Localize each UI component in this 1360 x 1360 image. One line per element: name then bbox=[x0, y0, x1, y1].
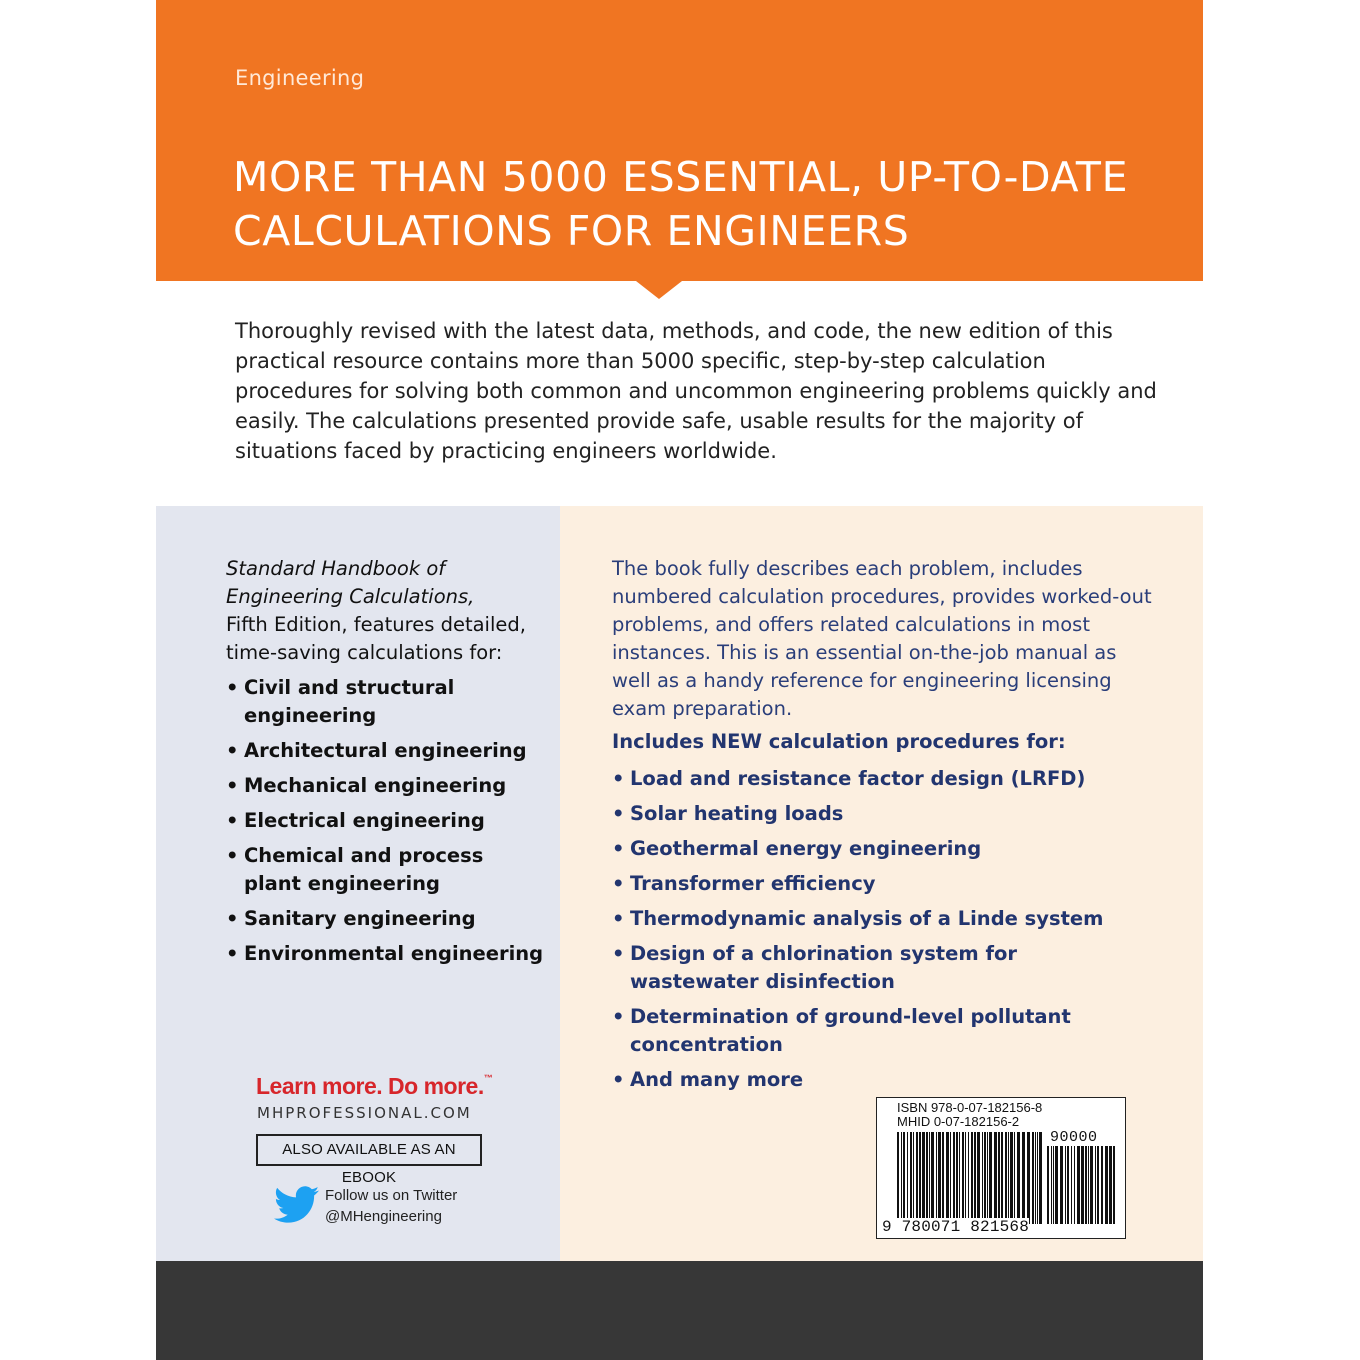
bullet-icon: • bbox=[612, 907, 625, 930]
list-item: • Mechanical engineering bbox=[226, 772, 546, 800]
barcode-bar bbox=[1074, 1146, 1075, 1224]
bullet-icon: • bbox=[226, 774, 239, 797]
mhid-number: MHID 0-07-182156-2 bbox=[897, 1114, 1020, 1129]
list-item: • Design of a chlorination system for wastewater disinfection bbox=[612, 942, 1017, 993]
list-item: • And many more bbox=[612, 1066, 1152, 1094]
barcode-bar bbox=[916, 1132, 918, 1224]
barcode-bar bbox=[1017, 1132, 1020, 1224]
barcode-bar bbox=[1109, 1146, 1112, 1224]
bullet-icon: • bbox=[612, 1068, 625, 1091]
barcode-main-bars bbox=[897, 1132, 1042, 1224]
barcode-bar bbox=[974, 1132, 976, 1224]
barcode-bar bbox=[987, 1132, 988, 1224]
headline-line-2: CALCULATIONS FOR ENGINEERS bbox=[233, 207, 910, 255]
bullet-icon: • bbox=[612, 942, 625, 965]
book-title-line-2: Engineering Calculations, bbox=[226, 585, 475, 608]
barcode-addon-bars bbox=[1047, 1146, 1117, 1224]
barcode-bar bbox=[977, 1132, 980, 1224]
ebook-notice: ALSO AVAILABLE AS AN EBOOK bbox=[256, 1134, 482, 1166]
headline-line-1: MORE THAN 5000 ESSENTIAL, UP-TO-DATE bbox=[233, 153, 1129, 201]
discipline-list bbox=[226, 674, 546, 975]
bullet-icon: • bbox=[612, 872, 625, 895]
header-band bbox=[156, 0, 1203, 281]
list-item: • Electrical engineering bbox=[226, 807, 546, 835]
barcode-bar bbox=[1014, 1132, 1015, 1224]
barcode-bar bbox=[968, 1132, 969, 1224]
barcode-bar bbox=[959, 1132, 960, 1224]
barcode-bar bbox=[946, 1132, 949, 1224]
barcode-bar bbox=[907, 1132, 908, 1224]
barcode-bar bbox=[950, 1132, 951, 1224]
footer-band bbox=[156, 1261, 1203, 1360]
bullet-icon: • bbox=[612, 837, 625, 860]
header-notch bbox=[636, 281, 682, 299]
bullet-icon: • bbox=[612, 802, 625, 825]
barcode-bar bbox=[953, 1132, 955, 1224]
back-cover bbox=[156, 0, 1203, 1360]
right-panel bbox=[560, 506, 1203, 1261]
barcode-bar bbox=[994, 1132, 997, 1224]
barcode-bar bbox=[998, 1132, 1000, 1224]
list-item: • Determination of ground-level pollutant concentration bbox=[612, 1005, 1071, 1056]
list-item: • Sanitary engineering bbox=[226, 905, 546, 933]
barcode-bar bbox=[989, 1132, 992, 1224]
bullet-icon: • bbox=[226, 809, 239, 832]
isbn-number: ISBN 978-0-07-182156-8 bbox=[897, 1100, 1043, 1115]
barcode-bar bbox=[1113, 1146, 1115, 1224]
isbn-barcode bbox=[876, 1097, 1126, 1239]
list-item: • Load and resistance factor design (LRFD) bbox=[612, 765, 1152, 793]
barcode-bar bbox=[1065, 1146, 1066, 1224]
list-item: • Transformer efficiency bbox=[612, 870, 1152, 898]
barcode-bar bbox=[1053, 1146, 1054, 1224]
trademark-mark: ™ bbox=[483, 1073, 493, 1083]
barcode-bar bbox=[1001, 1132, 1003, 1224]
category-label: Engineering bbox=[235, 66, 365, 90]
barcode-bar bbox=[1101, 1146, 1103, 1224]
barcode-bar bbox=[1037, 1132, 1038, 1224]
barcode-bar bbox=[1085, 1146, 1087, 1224]
barcode-bar bbox=[984, 1132, 986, 1224]
book-title-line-1: Standard Handbook of bbox=[226, 557, 446, 580]
twitter-bird-icon bbox=[274, 1186, 320, 1224]
left-panel-intro bbox=[226, 555, 546, 667]
barcode-bar bbox=[1090, 1146, 1093, 1224]
barcode-bar bbox=[897, 1132, 899, 1224]
barcode-bar bbox=[936, 1132, 937, 1224]
new-procedures-heading: Includes NEW calculation procedures for: bbox=[612, 730, 1066, 753]
barcode-bar bbox=[1051, 1146, 1052, 1224]
list-item: • Geothermal energy engineering bbox=[612, 835, 1152, 863]
barcode-bar bbox=[1060, 1146, 1063, 1224]
website-link[interactable]: MHPROFESSIONAL.COM bbox=[257, 1104, 472, 1122]
bullet-icon: • bbox=[226, 907, 239, 930]
barcode-bar bbox=[901, 1132, 902, 1224]
right-panel-intro: The book fully describes each problem, includes numbered calculation procedures, provides worked-out problems, and offers related calculations in most instances. This is an essential on-the-job manual as well as a handy reference for engineering licensing exam preparation. bbox=[612, 557, 1152, 720]
barcode-bar bbox=[1105, 1146, 1108, 1224]
barcode-bar bbox=[1035, 1132, 1036, 1224]
barcode-bar bbox=[982, 1132, 983, 1224]
barcode-bar bbox=[1067, 1146, 1069, 1224]
barcode-bar bbox=[942, 1132, 944, 1224]
barcode-bar bbox=[1055, 1146, 1058, 1224]
barcode-bar bbox=[1039, 1132, 1042, 1224]
list-item: • Chemical and process plant engineering bbox=[226, 844, 484, 895]
follow-text: Follow us on Twitter bbox=[325, 1187, 458, 1204]
barcode-bar bbox=[971, 1132, 973, 1224]
barcode-bar bbox=[931, 1132, 934, 1224]
learn-more-slogan: Learn more. Do more.™ bbox=[256, 1073, 493, 1099]
barcode-bar bbox=[965, 1132, 966, 1224]
bullet-icon: • bbox=[612, 1005, 625, 1028]
left-panel bbox=[156, 506, 560, 1261]
list-item: • Architectural engineering bbox=[226, 737, 546, 765]
barcode-bar bbox=[922, 1132, 925, 1224]
barcode-bar bbox=[1081, 1146, 1084, 1224]
bullet-icon: • bbox=[226, 676, 239, 699]
barcode-bar bbox=[919, 1132, 921, 1224]
barcode-bar bbox=[1008, 1132, 1009, 1224]
barcode-bar bbox=[1010, 1132, 1013, 1224]
twitter-handle: @MHengineering bbox=[325, 1208, 442, 1225]
intro-paragraph: Thoroughly revised with the latest data, methods, and code, the new edition of this practical resource contains more than 5000 specific, step-by-step calculation procedures for solving both common and uncommon engineering problems quickly and easily. The calculations presented provide safe, usable results for the majority of situations faced by practicing engineers worldwide. bbox=[235, 319, 1157, 463]
new-procedures-list bbox=[612, 765, 1152, 1101]
barcode-bar bbox=[1022, 1132, 1025, 1224]
barcode-bar bbox=[1077, 1146, 1080, 1224]
isbn-text bbox=[897, 1101, 1042, 1129]
barcode-bar bbox=[913, 1132, 914, 1224]
barcode-bar bbox=[956, 1132, 958, 1224]
barcode-bar bbox=[903, 1132, 905, 1224]
barcode-bar bbox=[910, 1132, 912, 1224]
barcode-bar bbox=[1088, 1146, 1089, 1224]
list-item: • Solar heating loads bbox=[612, 800, 1152, 828]
list-item: • Thermodynamic analysis of a Linde system bbox=[612, 905, 1152, 933]
barcode-bar bbox=[962, 1132, 964, 1224]
bullet-icon: • bbox=[226, 942, 239, 965]
list-item: • Civil and structural engineering bbox=[226, 676, 455, 727]
barcode-bar bbox=[1071, 1146, 1072, 1224]
barcode-digits: 9 780071 821568 bbox=[882, 1218, 1030, 1236]
list-item: • Environmental engineering bbox=[226, 940, 546, 968]
headline bbox=[233, 150, 1193, 258]
barcode-bar bbox=[1032, 1132, 1034, 1224]
twitter-follow[interactable] bbox=[325, 1185, 457, 1227]
barcode-bar bbox=[1095, 1146, 1096, 1224]
barcode-bar bbox=[938, 1132, 941, 1224]
barcode-bar bbox=[926, 1132, 928, 1224]
bullet-icon: • bbox=[612, 767, 625, 790]
barcode-bar bbox=[1027, 1132, 1030, 1224]
barcode-bar bbox=[929, 1132, 930, 1224]
left-intro-text: Fifth Edition, features detailed, time-saving calculations for: bbox=[226, 613, 526, 664]
bullet-icon: • bbox=[226, 739, 239, 762]
bullet-icon: • bbox=[226, 844, 239, 867]
price-code: 90000 bbox=[1050, 1129, 1098, 1146]
barcode-bar bbox=[1047, 1146, 1049, 1224]
barcode-bar bbox=[1005, 1132, 1007, 1224]
barcode-bar bbox=[1097, 1146, 1099, 1224]
